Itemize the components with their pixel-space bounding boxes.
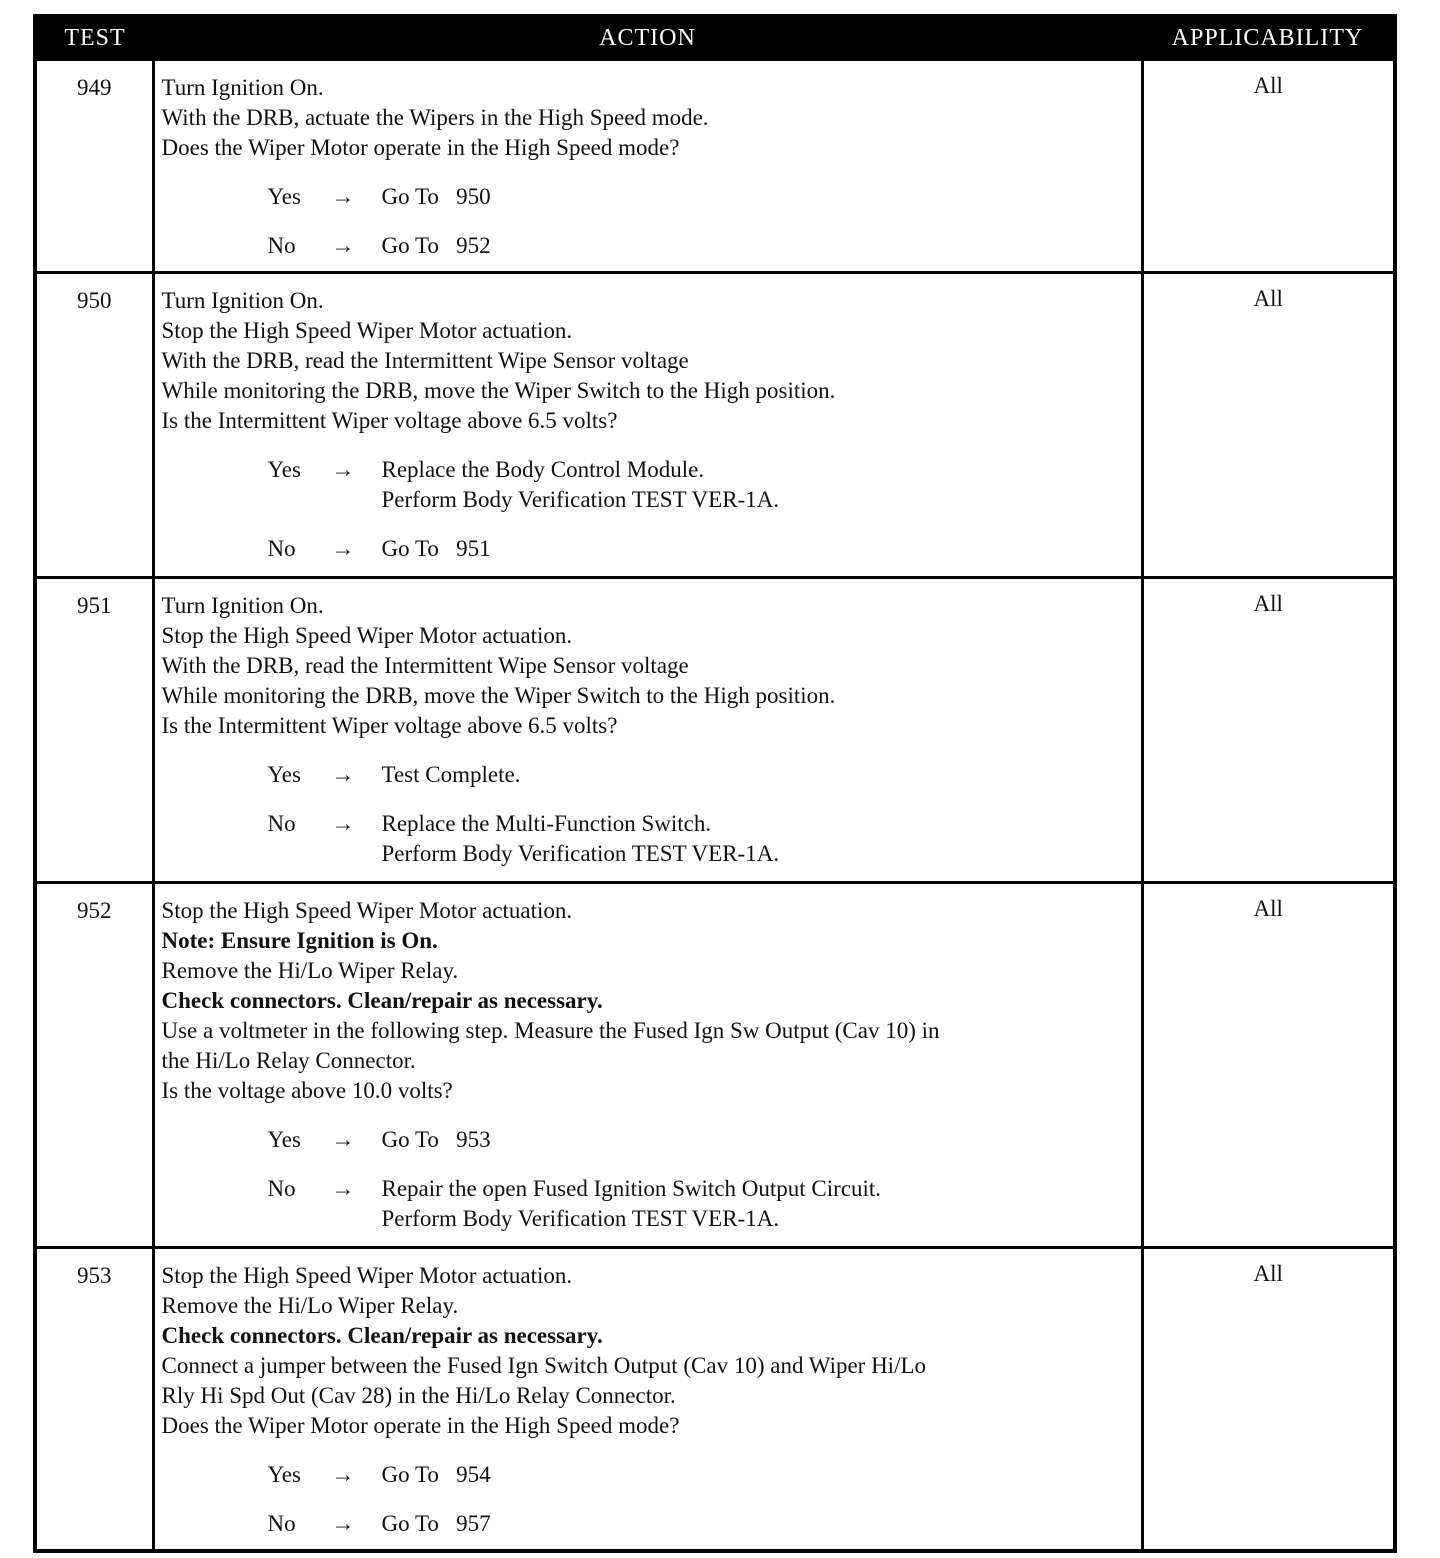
check-connectors-line: Check connectors. Clean/repair as necessary. <box>161 1323 603 1348</box>
result-line: Test Complete. <box>381 762 521 787</box>
outcome-result <box>382 1509 491 1539</box>
outcome-result <box>382 1174 882 1234</box>
step-line: With the DRB, actuate the Wipers in the High Speed mode. <box>161 105 709 130</box>
applicability-cell: All <box>1142 60 1395 273</box>
note-line: Note: Ensure Ignition is On. <box>161 928 438 953</box>
check-connectors-line: Check connectors. Clean/repair as necessary. <box>161 988 603 1013</box>
step-list <box>162 896 1133 1106</box>
answer-label: No <box>267 1176 296 1201</box>
outcome-list <box>162 760 1133 869</box>
outcome-result <box>382 1460 491 1490</box>
outcome-yes <box>162 455 1133 515</box>
result-line: Perform Body Verification TEST VER-1A. <box>381 487 780 512</box>
answer-label: No <box>267 233 296 258</box>
answer-label: Yes <box>267 184 301 209</box>
action-cell <box>153 60 1142 273</box>
result-line: Replace the Body Control Module. <box>381 457 705 482</box>
result-line: Repair the open Fused Ignition Switch Output Circuit. <box>381 1176 882 1201</box>
right-arrow-icon: → <box>331 1127 355 1152</box>
header-applicability: APPLICABILITY <box>1142 16 1395 60</box>
right-arrow-icon: → <box>331 1462 355 1487</box>
step-line: With the DRB, read the Intermittent Wipe Sensor voltage <box>161 653 689 678</box>
outcome-yes <box>162 1460 1133 1490</box>
result-line: Replace the Multi-Function Switch. <box>381 811 712 836</box>
step-line: Is the Intermittent Wiper voltage above 6.5 volts? <box>161 713 618 738</box>
test-number: 953 <box>35 1248 153 1552</box>
step-list <box>162 286 1133 436</box>
test-number: 951 <box>35 578 153 883</box>
result-line: Go To 950 <box>381 184 491 209</box>
result-line: Perform Body Verification TEST VER-1A. <box>381 1206 780 1231</box>
result-line: Perform Body Verification TEST VER-1A. <box>381 841 780 866</box>
result-line: Go To 952 <box>381 233 491 258</box>
result-line: Go To 954 <box>381 1462 491 1487</box>
header-test: TEST <box>35 16 153 60</box>
action-cell <box>153 273 1142 578</box>
answer-label: Yes <box>267 1127 301 1152</box>
action-cell <box>153 578 1142 883</box>
step-line: Does the Wiper Motor operate in the High Speed mode? <box>161 135 680 160</box>
step-line: Connect a jumper between the Fused Ign Switch Output (Cav 10) and Wiper Hi/Lo <box>161 1353 927 1378</box>
step-line: Stop the High Speed Wiper Motor actuation. <box>161 898 573 923</box>
step-line: Remove the Hi/Lo Wiper Relay. <box>161 958 459 983</box>
step-list <box>162 591 1133 741</box>
outcome-yes <box>162 760 1133 790</box>
step-line: Turn Ignition On. <box>161 593 324 618</box>
result-line: Go To 953 <box>381 1127 491 1152</box>
table-row <box>35 1248 1395 1552</box>
table-row <box>35 60 1395 273</box>
action-cell <box>153 883 1142 1248</box>
outcome-no <box>162 809 1133 869</box>
outcome-no <box>162 231 1133 261</box>
table-row <box>35 273 1395 578</box>
step-line: Is the voltage above 10.0 volts? <box>161 1078 453 1103</box>
answer-label: No <box>267 1511 296 1536</box>
right-arrow-icon: → <box>331 536 355 561</box>
outcome-result <box>382 455 780 515</box>
step-line: Rly Hi Spd Out (Cav 28) in the Hi/Lo Relay Connector. <box>161 1383 676 1408</box>
diagnostic-test-document <box>33 14 1397 1553</box>
outcome-list <box>162 455 1133 564</box>
applicability-cell: All <box>1142 578 1395 883</box>
answer-label: Yes <box>267 762 301 787</box>
outcome-result <box>382 760 521 790</box>
right-arrow-icon: → <box>331 1176 355 1201</box>
test-number: 950 <box>35 273 153 578</box>
outcome-result <box>382 182 491 212</box>
table-row <box>35 883 1395 1248</box>
step-line: With the DRB, read the Intermittent Wipe Sensor voltage <box>161 348 689 373</box>
right-arrow-icon: → <box>331 184 355 209</box>
outcome-yes <box>162 1125 1133 1155</box>
step-line: Stop the High Speed Wiper Motor actuation. <box>161 1263 573 1288</box>
step-line: Use a voltmeter in the following step. Measure the Fused Ign Sw Output (Cav 10) in <box>161 1018 940 1043</box>
table-header-row <box>35 16 1395 60</box>
step-line: Turn Ignition On. <box>161 288 324 313</box>
step-line: Is the Intermittent Wiper voltage above 6.5 volts? <box>161 408 618 433</box>
step-line: Does the Wiper Motor operate in the High Speed mode? <box>161 1413 680 1438</box>
outcome-result <box>382 231 491 261</box>
diagnostic-test-table <box>33 14 1397 1553</box>
step-line: Stop the High Speed Wiper Motor actuation. <box>161 318 573 343</box>
outcome-result <box>382 809 780 869</box>
step-line: Remove the Hi/Lo Wiper Relay. <box>161 1293 459 1318</box>
right-arrow-icon: → <box>331 233 355 258</box>
right-arrow-icon: → <box>331 811 355 836</box>
step-line: Stop the High Speed Wiper Motor actuation. <box>161 623 573 648</box>
outcome-result <box>382 1125 491 1155</box>
step-line: Turn Ignition On. <box>161 75 324 100</box>
outcome-result <box>382 534 491 564</box>
outcome-yes <box>162 182 1133 212</box>
step-line: the Hi/Lo Relay Connector. <box>161 1048 416 1073</box>
applicability-cell: All <box>1142 1248 1395 1552</box>
test-number: 952 <box>35 883 153 1248</box>
right-arrow-icon: → <box>331 762 355 787</box>
step-list <box>162 1261 1133 1441</box>
answer-label: Yes <box>267 1462 301 1487</box>
test-number: 949 <box>35 60 153 273</box>
outcome-no <box>162 534 1133 564</box>
result-line: Go To 957 <box>381 1511 491 1536</box>
outcome-no <box>162 1174 1133 1234</box>
action-cell <box>153 1248 1142 1552</box>
outcome-list <box>162 182 1133 261</box>
table-row <box>35 578 1395 883</box>
step-list <box>162 73 1133 163</box>
applicability-cell: All <box>1142 273 1395 578</box>
answer-label: Yes <box>267 457 301 482</box>
header-action: ACTION <box>153 16 1142 60</box>
step-line: While monitoring the DRB, move the Wiper Switch to the High position. <box>161 378 836 403</box>
right-arrow-icon: → <box>331 1511 355 1536</box>
applicability-cell: All <box>1142 883 1395 1248</box>
step-line: While monitoring the DRB, move the Wiper Switch to the High position. <box>161 683 836 708</box>
answer-label: No <box>267 811 296 836</box>
outcome-list <box>162 1460 1133 1539</box>
outcome-list <box>162 1125 1133 1234</box>
result-line: Go To 951 <box>381 536 491 561</box>
right-arrow-icon: → <box>331 457 355 482</box>
outcome-no <box>162 1509 1133 1539</box>
answer-label: No <box>267 536 296 561</box>
